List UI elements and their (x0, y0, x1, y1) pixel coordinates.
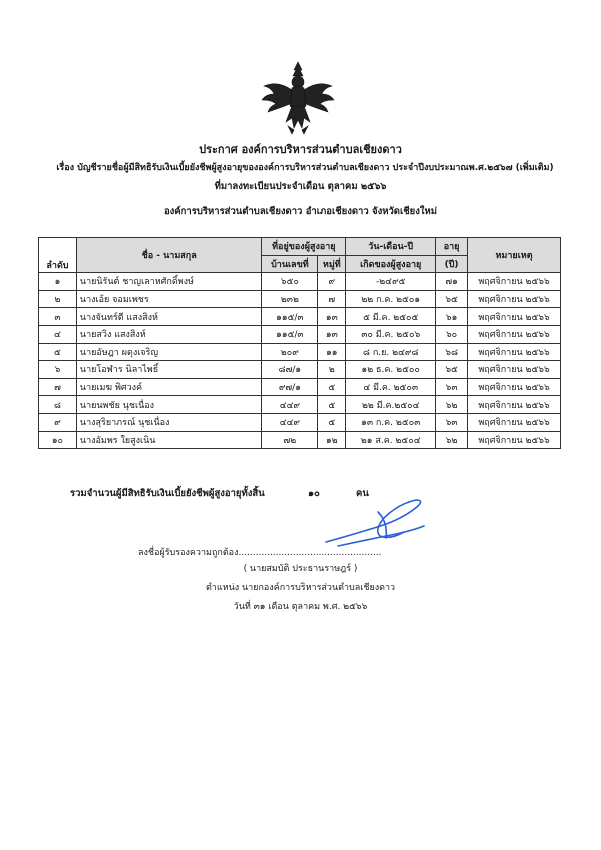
cell-dob: -๒๔๙๕ (346, 273, 436, 291)
cell-no: ๗ (39, 378, 77, 396)
table-row (39, 290, 561, 308)
cell-name: นายโอฬาร นิลาไพธิ์ (76, 361, 262, 379)
cell-age: ๖๓ (436, 378, 468, 396)
cell-house: ๒๐๙ (262, 343, 318, 361)
table-row (39, 308, 561, 326)
cell-no: ๖ (39, 361, 77, 379)
cell-dob: ๔ มี.ค. ๒๕๐๓ (346, 378, 436, 396)
cell-dob: ๕ มี.ค. ๒๕๐๕ (346, 308, 436, 326)
cell-name: นางสุริยาภรณ์ นุชเนื่อง (76, 413, 262, 431)
col-header-dob-top: วัน-เดือน-ปี (346, 238, 436, 256)
cell-no: ๔ (39, 325, 77, 343)
cell-house: ๒๓๒ (262, 290, 318, 308)
table-row (39, 361, 561, 379)
cell-remark: พฤศจิกายน ๒๕๖๖ (468, 413, 561, 431)
table-row (39, 413, 561, 431)
summary-label: รวมจำนวนผู้มีสิทธิรับเงินเบี้ยยังชีพผู้สูงอายุทั้งสิ้น (70, 488, 265, 499)
announcement-title: ประกาศ องค์การบริหารส่วนตำบลเชียงดาว (199, 143, 402, 156)
cell-age: ๗๑ (436, 273, 468, 291)
cell-name: นางจันทร์ตี แสงสิงห์ (76, 308, 262, 326)
cell-name: นายเมฆ พิศวงค์ (76, 378, 262, 396)
cell-house: ๖๕๐ (262, 273, 318, 291)
garuda-emblem-icon (258, 60, 338, 136)
col-header-address: ที่อยู่ของผู้สูงอายุ (262, 238, 346, 256)
cell-no: ๙ (39, 413, 77, 431)
cell-remark: พฤศจิกายน ๒๕๖๖ (468, 325, 561, 343)
cell-age: ๖๓ (436, 413, 468, 431)
cell-house: ๘๗/๑ (262, 361, 318, 379)
cell-moo: ๗ (318, 290, 346, 308)
beneficiary-table (38, 237, 561, 449)
cell-dob: ๒๑ ส.ค. ๒๕๐๔ (346, 431, 436, 449)
cell-no: ๕ (39, 343, 77, 361)
registration-line: ที่มาลงทะเบียนประจำเดือน ตุลาคม ๒๕๖๖ (214, 181, 387, 192)
cell-house: ๙๗/๑ (262, 378, 318, 396)
signature-icon (318, 492, 430, 552)
cell-moo: ๒ (318, 361, 346, 379)
col-header-village: หมู่ที่ (318, 255, 346, 273)
cell-remark: พฤศจิกายน ๒๕๖๖ (468, 396, 561, 414)
cell-house: ๑๑๕/๓ (262, 325, 318, 343)
announcement-subject: เรื่อง บัญชีรายชื่อผู้มีสิทธิรับเงินเบี้ยยังชีพผู้สูงอายุขององค์การบริหารส่วนตำบลเชียงดาว ประจำปีงบประมาณพ.ศ.๒๕๖๗ (เพิ่มเติม) (56, 163, 554, 173)
cell-moo: ๑๓ (318, 325, 346, 343)
table-row (39, 378, 561, 396)
cell-name: นายนพชัย นุชเนื่อง (76, 396, 262, 414)
table-row (39, 431, 561, 449)
cell-house: ๔๔๙ (262, 413, 318, 431)
cell-age: ๖๒ (436, 431, 468, 449)
cell-no: ๘ (39, 396, 77, 414)
cell-house: ๑๑๕/๓ (262, 308, 318, 326)
cell-age: ๖๕ (436, 361, 468, 379)
cell-age: ๖๒ (436, 396, 468, 414)
cell-moo: ๕ (318, 396, 346, 414)
cell-dob: ๑๓ ก.ค. ๒๕๐๓ (346, 413, 436, 431)
cell-age: ๖๕ (436, 290, 468, 308)
cell-moo: ๕ (318, 413, 346, 431)
cell-remark: พฤศจิกายน ๒๕๖๖ (468, 290, 561, 308)
cell-moo: ๑๒ (318, 431, 346, 449)
summary-count: ๑๐ (308, 488, 320, 499)
cell-remark: พฤศจิกายน ๒๕๖๖ (468, 308, 561, 326)
col-header-house-no: บ้านเลขที่ (262, 255, 318, 273)
cell-dob: ๘ ก.ย. ๒๔๙๘ (346, 343, 436, 361)
cell-moo: ๕ (318, 378, 346, 396)
cell-no: ๓ (39, 308, 77, 326)
table-row (39, 343, 561, 361)
cell-name: นางอัมพร ใยสูงเนิน (76, 431, 262, 449)
cell-house: ๗๒ (262, 431, 318, 449)
cell-remark: พฤศจิกายน ๒๕๖๖ (468, 343, 561, 361)
signer-date: วันที่ ๓๑ เดือน ตุลาคม พ.ศ. ๒๕๖๖ (233, 602, 368, 612)
cell-name: นางเอ้ย จอมเพชร (76, 290, 262, 308)
table-row (39, 273, 561, 291)
col-header-dob-bottom: เกิดของผู้สูงอายุ (346, 255, 436, 273)
col-header-no: ลำดับ (39, 238, 77, 273)
cell-dob: ๒๒ ก.ค. ๒๕๐๑ (346, 290, 436, 308)
cell-moo: ๙ (318, 273, 346, 291)
cell-house: ๔๔๙ (262, 396, 318, 414)
organization-line: องค์การบริหารส่วนตำบลเชียงดาว อำเภอเชียงดาว จังหวัดเชียงใหม่ (163, 206, 438, 217)
col-header-age-bottom: (ปี) (436, 255, 468, 273)
cell-name: นายอัษฎา ผดุงเจริญ (76, 343, 262, 361)
cell-no: ๒ (39, 290, 77, 308)
cell-age: ๖๑ (436, 308, 468, 326)
cell-dob: ๑๒ ธ.ค. ๒๕๐๐ (346, 361, 436, 379)
cell-name: นายนิรันต์ ชาญเลาหศักดิ์พงษ์ (76, 273, 262, 291)
cell-name: นายสวิง แสงสิงห์ (76, 325, 262, 343)
cell-dob: ๒๒ มี.ค.๒๕๐๔ (346, 396, 436, 414)
signer-name: ( นายสมบัติ ประธานราษฎร์ ) (243, 564, 358, 574)
cell-remark: พฤศจิกายน ๒๕๖๖ (468, 378, 561, 396)
col-header-name: ชื่อ - นามสกุล (76, 238, 262, 273)
certify-line: ลงชื่อผู้รับรองความถูกต้อง.................................................. (138, 548, 382, 558)
cell-age: ๖๐ (436, 325, 468, 343)
cell-moo: ๑๓ (318, 308, 346, 326)
cell-moo: ๑๑ (318, 343, 346, 361)
cell-dob: ๓๐ มี.ค. ๒๕๐๖ (346, 325, 436, 343)
signer-position: ตำแหน่ง นายกองค์การบริหารส่วนตำบลเชียงดาว (205, 583, 396, 593)
cell-remark: พฤศจิกายน ๒๕๖๖ (468, 273, 561, 291)
summary-unit: คน (356, 488, 369, 499)
cell-remark: พฤศจิกายน ๒๕๖๖ (468, 361, 561, 379)
table-row (39, 396, 561, 414)
col-header-remark: หมายเหตุ (468, 238, 561, 273)
table-row (39, 325, 561, 343)
cell-no: ๑๐ (39, 431, 77, 449)
cell-age: ๖๘ (436, 343, 468, 361)
cell-no: ๑ (39, 273, 77, 291)
col-header-age-top: อายุ (436, 238, 468, 256)
cell-remark: พฤศจิกายน ๒๕๖๖ (468, 431, 561, 449)
